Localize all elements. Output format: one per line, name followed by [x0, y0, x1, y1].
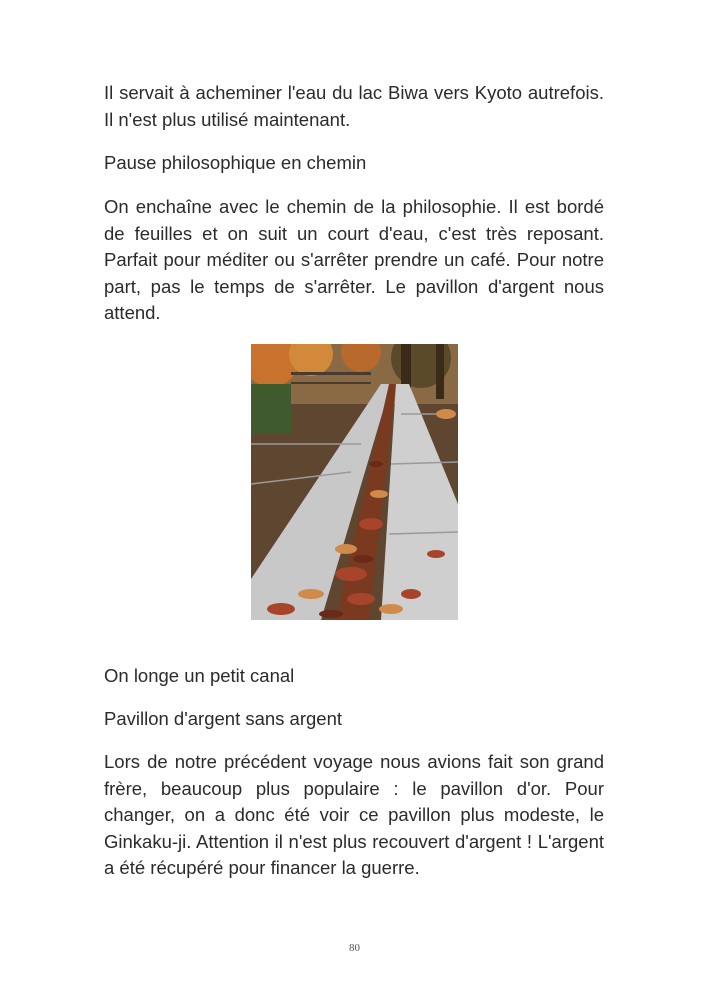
photo-stone-path-autumn-leaves — [251, 344, 458, 620]
paragraph-lake-biwa: Il servait à acheminer l'eau du lac Biwa vers Kyoto autrefois. Il n'est plus utilisé maintenant. — [104, 82, 604, 130]
caption-canal: On longe un petit canal — [104, 665, 295, 686]
paragraph-silver-pavilion: Lors de notre précédent voyage nous avions fait son grand frère, beaucoup plus populaire : le pavillon d'or. Pour changer, on a donc été voir ce pavillon plus modeste, le Ginkaku-ji. Attention il n'est plus recouvert d'argent ! L'argent a été récupéré pour financer la guerre. — [104, 751, 604, 878]
section-heading-silver-pavilion: Pavillon d'argent sans argent — [104, 708, 343, 729]
section-heading-philosophy: Pause philosophique en chemin — [104, 152, 367, 173]
paragraph-philosophy-path: On enchaîne avec le chemin de la philosophie. Il est bordé de feuilles et on suit un court d'eau, c'est très reposant. Parfait pour méditer ou s'arrêter prendre un café. Pour notre part, pas le temps de s'arrêter. Le pavillon d'argent nous attend. — [104, 196, 604, 323]
page-number: 80 — [349, 942, 360, 954]
